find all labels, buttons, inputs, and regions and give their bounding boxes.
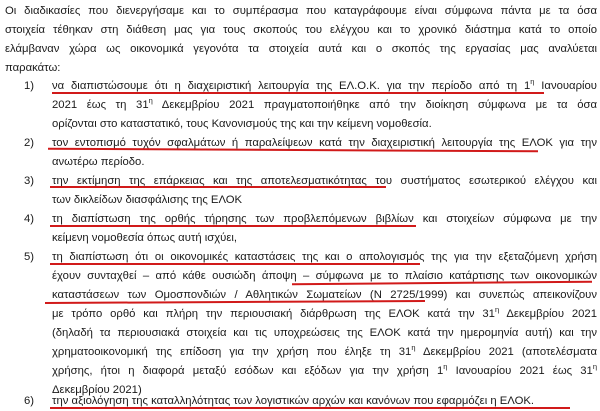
item-line: την εκτίμηση της επάρκειας και της αποτελεσματικότητας του συστήματος εσωτερικού ελέγχου και bbox=[52, 175, 597, 187]
item-line: τη διαπίστωση ότι οι οικονομικές καταστάσεις της και ο απολογισμός της για την εξεταζόμενη χρήση bbox=[52, 251, 597, 263]
intro-line: Οι διαδικασίες που διενεργήσαμε και το συμπέρασμα που καταγράφουμε είναι σύμφωνα πάντα με τα όσα bbox=[5, 5, 597, 17]
red-underline-mark bbox=[50, 186, 386, 188]
item-number: 6) bbox=[24, 395, 35, 407]
item-number: 4) bbox=[24, 213, 35, 225]
red-underline-mark bbox=[50, 407, 570, 409]
item-line: χρήσης, ήτοι η διαφορά μεταξύ εσόδων και εξόδων για την χρήση $1^\eta$ Ιανουαρίου 2021 έως $31^\eta$ bbox=[52, 362, 597, 377]
item-line: ορίζονται στο καταστατικό, τους Κανονισμούς της και την κείμενη νομοθεσία. bbox=[52, 118, 432, 130]
item-line: έχουν συνταχθεί – από κάθε ουσιώδη άποψη – σύμφωνα με το πλαίσιο κατάρτισης των οικονομικών bbox=[52, 270, 597, 282]
item-line: χρηματοοικονομική της επίδοση για την χρήση που έληξε τη $31^\eta$ Δεκεμβρίου 2021 (αποτελέσματα bbox=[52, 343, 597, 358]
red-underline-mark bbox=[50, 263, 420, 265]
item-line: τον εντοπισμό τυχόν σφαλμάτων ή παραλείψεων κατά την διαχειριστική λειτουργία της ΕΛΟΚ για την bbox=[52, 137, 597, 149]
item-number: 5) bbox=[24, 251, 35, 263]
item-line: να διαπιστώσουμε ότι η διαχειριστική λειτουργία της ΕΛ.Ο.Κ. για την περίοδο από τη $1^\eta$ Ιανουαρίου bbox=[52, 77, 597, 92]
red-underline-mark bbox=[52, 92, 544, 94]
intro-line: στοιχεία τέθηκαν στη διάθεση μας για τους σκοπούς του ελέγχου και το χρονικό διάστημα κατά το οποίο bbox=[5, 24, 597, 36]
item-line: (δηλαδή τα περιουσιακά στοιχεία και τις υποχρεώσεις της ΕΛΟΚ κατά την ημερομηνία αυτή) και την bbox=[52, 327, 597, 339]
red-underline-mark bbox=[50, 225, 416, 227]
item-number: 3) bbox=[24, 175, 35, 187]
item-line: τη διαπίστωση της ορθής τήρησης των προβλεπόμενων βιβλίων και στοιχείων σύμφωνα με την bbox=[52, 213, 597, 225]
intro-line: ελάμβαναν χώρα ως οικονομικά γεγονότα τα στοιχεία αυτά και ο σκοπός της εργασίας μας αναλύεται bbox=[5, 43, 597, 55]
item-line: καταστάσεων των Ομοσπονδιών / Αθλητικών Σωματείων (Ν 2725/1999) και συνεπώς απεικονίζουν bbox=[52, 289, 597, 301]
intro-line: παρακάτω: bbox=[5, 62, 61, 74]
item-line: ανωτέρω περίοδο. bbox=[52, 156, 145, 168]
item-line: των δικλείδων διασφάλισης της ΕΛΟΚ bbox=[52, 194, 243, 206]
item-line: Δεκεμβρίου 2021) bbox=[52, 384, 142, 396]
item-number: 1) bbox=[24, 80, 35, 92]
item-line: με τρόπο ορθό και πλήρη την περιουσιακή διάρθρωση της ΕΛΟΚ κατά την $31^\eta$ Δεκεμβρίου 2021 bbox=[52, 305, 597, 320]
item-number: 2) bbox=[24, 137, 35, 149]
item-line: κείμενη νομοθεσία όπως αυτή ισχύει, bbox=[52, 232, 238, 244]
item-line: 2021 έως τη $31^\eta$ Δεκεμβρίου 2021 πραγματοποιήθηκε από την διοίκηση σύμφωνα με τα όσα bbox=[52, 96, 597, 111]
item-line: την αξιολόγηση της καταλληλότητας των λογιστικών αρχών και κανόνων που εφαρμόζει η ΕΛΟΚ. bbox=[52, 395, 535, 407]
